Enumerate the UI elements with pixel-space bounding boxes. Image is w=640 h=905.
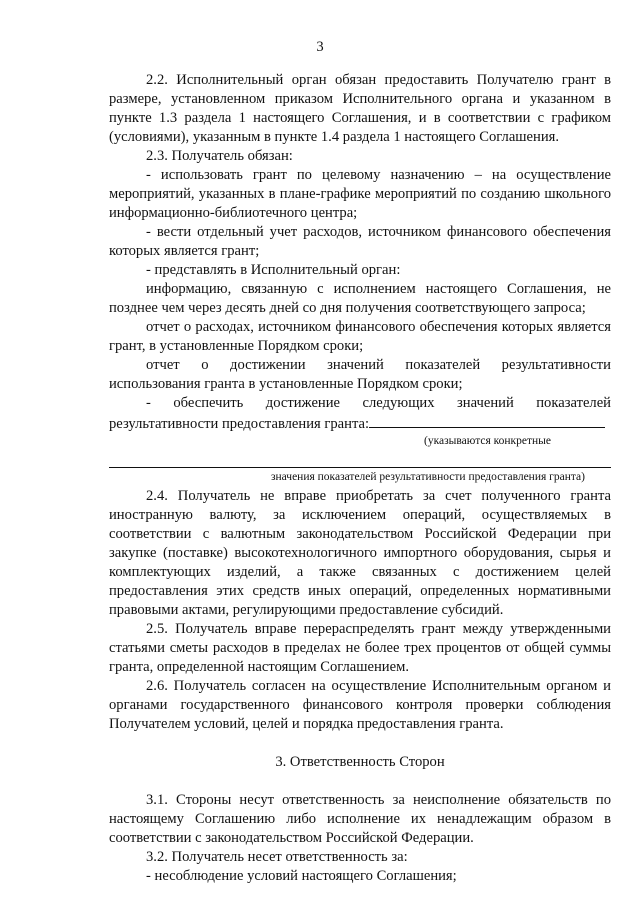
spacer xyxy=(109,772,611,791)
paragraph-2-3-d-text: - обеспечить достижение следующих значений показателей результативности предоставления гранта: xyxy=(109,395,611,432)
paragraph-3-2: 3.2. Получатель несет ответственность за: xyxy=(146,849,408,865)
paragraph-2-3-c2: отчет о расходах, источником финансового обеспечения которых является грант, в установленные Порядком сроки; xyxy=(109,319,611,354)
page-number: 3 xyxy=(316,39,324,55)
fill-in-line xyxy=(369,413,605,428)
fill-in-line-full xyxy=(109,467,611,468)
paragraph-2-6: 2.6. Получатель согласен на осуществление Исполнительным органом и органами государственного финансового контроля проверки соблюдения Получателем условий, целей и порядка предоставления гранта. xyxy=(109,678,611,732)
hint-specific-values: (указываются конкретные xyxy=(424,435,551,447)
paragraph-2-4: 2.4. Получатель не вправе приобретать за счет полученного гранта иностранную валюту, за исключением операций, осуществляемых в соответствии с валютным законодательством Российской Федерации при закупке (поставке) высокотехнологичного импортного оборудования, сырья и комплектующих изделий, а также связанных с достижением целей предоставления этих средств иных операций, определенных нормативными правовыми актами, регулирующими предоставление субсидий. xyxy=(109,488,611,618)
paragraph-3-2-a: - несоблюдение условий настоящего Соглашения; xyxy=(146,868,457,884)
paragraph-2-3: 2.3. Получатель обязан: xyxy=(146,148,293,164)
paragraph-2-3-a: - использовать грант по целевому назначению – на осуществление мероприятий, указанных в плане-графике мероприятий по созданию школьного информационно-библиотечного центра; xyxy=(109,167,611,221)
paragraph-2-3-d xyxy=(109,394,611,434)
paragraph-2-3-b: - вести отдельный учет расходов, источником финансового обеспечения которых является грант; xyxy=(109,224,611,259)
paragraph-2-5: 2.5. Получатель вправе перераспределять грант между утвержденными статьями сметы расходов в пределах не более трех процентов от общей суммы гранта, определенной настоящим Соглашением. xyxy=(109,621,611,675)
spacer xyxy=(109,734,611,753)
paragraph-2-3-c: - представлять в Исполнительный орган: xyxy=(146,262,401,278)
paragraph-3-1: 3.1. Стороны несут ответственность за неисполнение обязательств по настоящему Соглашению либо исполнение их ненадлежащим образом в соответствии с законодательством Российской Федерации. xyxy=(109,792,611,846)
section-3-title: 3. Ответственность Сторон xyxy=(275,754,445,770)
paragraph-2-3-c3: отчет о достижении значений показателей результативности использования гранта в установленные Порядком сроки; xyxy=(109,357,611,392)
hint-indicator-values: значения показателей результативности предоставления гранта) xyxy=(270,471,585,483)
paragraph-2-2: 2.2. Исполнительный орган обязан предоставить Получателю грант в размере, установленном приказом Исполнительного органа и указанном в пункте 1.3 раздела 1 настоящего Соглашения, и в соответствии с графиком (условиями), указанным в пункте 1.4 раздела 1 настоящего Соглашения. xyxy=(109,72,611,145)
document-body xyxy=(109,71,611,886)
paragraph-2-3-c1: информацию, связанную с исполнением настоящего Соглашения, не позднее чем через десять дней со дня получения соответствующего запроса; xyxy=(109,281,611,316)
